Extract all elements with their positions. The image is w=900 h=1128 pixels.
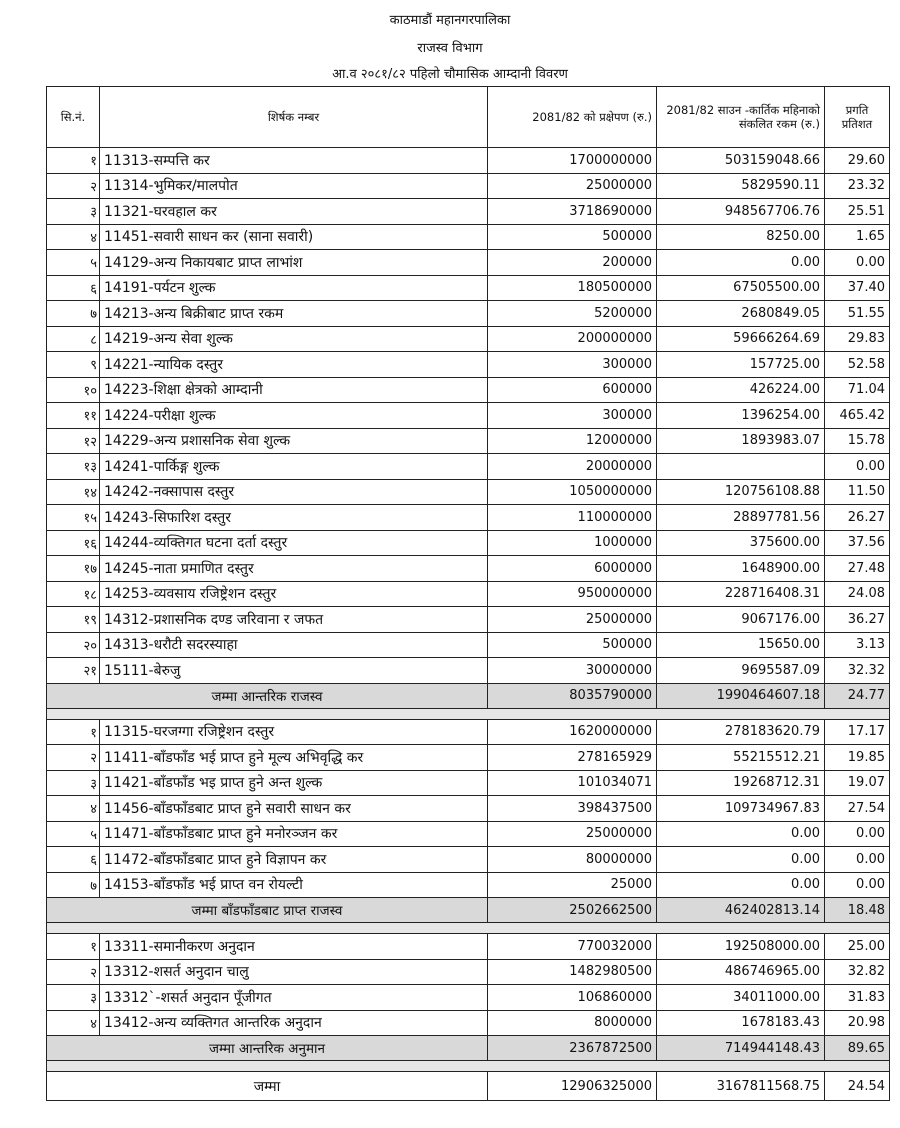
row-head: 11321-घरवहाल कर [100,199,488,225]
subtotal-projection: 8035790000 [488,683,657,708]
row-progress: 0.00 [825,872,890,898]
table-row [47,505,890,531]
subtotal-progress: 18.48 [825,898,890,923]
row-sn: २० [47,632,100,658]
row-progress: 71.04 [825,377,890,403]
row-projection: 200000000 [488,326,657,352]
table-row [47,530,890,556]
row-sn: १० [47,377,100,403]
row-progress: 26.27 [825,505,890,531]
table-row [47,199,890,225]
table-row [47,352,890,378]
subtotal-progress: 24.77 [825,683,890,708]
org-title: काठमाडौं महानगरपालिका [389,13,511,28]
row-projection: 25000 [488,872,657,898]
row-sn: १ [47,719,100,745]
row-progress: 25.00 [825,934,890,960]
row-head: 14223-शिक्षा क्षेत्रको आम्दानी [100,377,488,403]
row-progress: 0.00 [825,250,890,276]
row-progress: 32.82 [825,959,890,985]
row-projection: 25000000 [488,607,657,633]
table-row [47,275,890,301]
row-collected: 2680849.05 [657,301,825,327]
row-projection: 8000000 [488,1010,657,1036]
row-progress: 0.00 [825,821,890,847]
section-divider [47,923,890,934]
row-sn: ३ [47,199,100,225]
table-row [47,428,890,454]
row-progress: 36.27 [825,607,890,633]
row-head: 11451-सवारी साधन कर (साना सवारी) [100,224,488,250]
row-collected: 67505500.00 [657,275,825,301]
row-projection: 3718690000 [488,199,657,225]
row-head: 14213-अन्य बिक्रीबाट प्राप्त रकम [100,301,488,327]
col-header-collected: 2081/82 साउन -कार्तिक महिनाको संकलित रकम (रु.) [657,87,825,148]
row-collected: 0.00 [657,821,825,847]
row-sn: १७ [47,556,100,582]
grand-total-collected: 3167811568.75 [657,1072,825,1101]
section-divider-cell [47,1061,890,1072]
row-sn: ४ [47,1010,100,1036]
row-projection: 1050000000 [488,479,657,505]
row-collected: 0.00 [657,250,825,276]
row-sn: ७ [47,301,100,327]
row-projection: 300000 [488,403,657,429]
section-divider [47,708,890,719]
table-row [47,872,890,898]
row-sn: २ [47,959,100,985]
grand-total-label: जम्मा [47,1072,488,1101]
row-sn: १९ [47,607,100,633]
row-progress: 15.78 [825,428,890,454]
row-head: 11456-बाँडफाँडबाट प्राप्त हुने सवारी साधन कर [100,796,488,822]
table-row [47,821,890,847]
row-collected: 55215512.21 [657,745,825,771]
row-projection: 200000 [488,250,657,276]
table-row [47,985,890,1011]
row-progress: 25.51 [825,199,890,225]
table-row [47,658,890,684]
revenue-table [46,86,890,1101]
row-collected: 486746965.00 [657,959,825,985]
col-header-projection: 2081/82 को प्रक्षेपण (रु.) [488,87,657,148]
row-collected: 0.00 [657,847,825,873]
row-collected: 503159048.66 [657,148,825,174]
row-progress: 0.00 [825,454,890,480]
table-row [47,796,890,822]
row-head: 14221-न्यायिक दस्तुर [100,352,488,378]
row-projection: 25000000 [488,173,657,199]
table-row [47,377,890,403]
row-progress: 51.55 [825,301,890,327]
row-progress: 52.58 [825,352,890,378]
row-collected: 5829590.11 [657,173,825,199]
row-head: 14191-पर्यटन शुल्क [100,275,488,301]
row-sn: १ [47,148,100,174]
grand-total-row [47,1072,890,1101]
department-title: राजस्व विभाग [417,41,483,56]
subtotal-label: जम्मा बाँडफाँडबाट प्राप्त राजस्व [47,898,488,923]
row-collected: 1648900.00 [657,556,825,582]
row-progress: 1.65 [825,224,890,250]
row-collected [657,454,825,480]
row-head: 14243-सिफारिश दस्तुर [100,505,488,531]
row-head: 14313-धरौटी सदरस्याहा [100,632,488,658]
row-sn: ४ [47,224,100,250]
row-head: 14244-व्यक्तिगत घटना दर्ता दस्तुर [100,530,488,556]
table-row [47,326,890,352]
row-collected: 9067176.00 [657,607,825,633]
row-head: 13312-शसर्त अनुदान चालु [100,959,488,985]
row-head: 14129-अन्य निकायबाट प्राप्त लाभांश [100,250,488,276]
row-head: 11472-बाँडफाँडबाट प्राप्त हुने विज्ञापन कर [100,847,488,873]
table-row [47,173,890,199]
row-progress: 11.50 [825,479,890,505]
row-projection: 80000000 [488,847,657,873]
table-row [47,719,890,745]
subtotal-label: जम्मा आन्तरिक राजस्व [47,683,488,708]
col-header-head: शिर्षक नम्बर [100,87,488,148]
row-projection: 1000000 [488,530,657,556]
row-head: 14253-व्यवसाय रजिष्ट्रेशन दस्तुर [100,581,488,607]
subtotal-row [47,898,890,923]
row-projection: 770032000 [488,934,657,960]
row-collected: 948567706.76 [657,199,825,225]
row-collected: 192508000.00 [657,934,825,960]
row-projection: 500000 [488,632,657,658]
row-sn: ६ [47,847,100,873]
row-sn: ११ [47,403,100,429]
subtotal-row [47,1036,890,1061]
row-projection: 180500000 [488,275,657,301]
table-row [47,745,890,771]
row-projection: 6000000 [488,556,657,582]
row-progress: 465.42 [825,403,890,429]
row-progress: 17.17 [825,719,890,745]
row-sn: १३ [47,454,100,480]
row-progress: 29.83 [825,326,890,352]
row-projection: 950000000 [488,581,657,607]
table-row [47,301,890,327]
row-sn: २१ [47,658,100,684]
row-progress: 31.83 [825,985,890,1011]
row-projection: 398437500 [488,796,657,822]
table-row [47,454,890,480]
row-head: 11314-भुमिकर/मालपोत [100,173,488,199]
row-sn: १६ [47,530,100,556]
table-header-row [47,87,890,148]
row-sn: ३ [47,770,100,796]
row-head: 11313-सम्पत्ति कर [100,148,488,174]
subtotal-row [47,683,890,708]
row-progress: 19.07 [825,770,890,796]
section-divider-cell [47,923,890,934]
row-head: 14219-अन्य सेवा शुल्क [100,326,488,352]
row-progress: 27.48 [825,556,890,582]
row-projection: 1620000000 [488,719,657,745]
row-sn: २ [47,745,100,771]
row-collected: 1893983.07 [657,428,825,454]
subtotal-projection: 2502662500 [488,898,657,923]
grand-total-projection: 12906325000 [488,1072,657,1101]
row-sn: ७ [47,872,100,898]
row-collected: 228716408.31 [657,581,825,607]
section-divider [47,1061,890,1072]
subtotal-collected: 714944148.43 [657,1036,825,1061]
row-collected: 109734967.83 [657,796,825,822]
row-head: 14229-अन्य प्रशासनिक सेवा शुल्क [100,428,488,454]
table-row [47,770,890,796]
row-collected: 157725.00 [657,352,825,378]
row-projection: 278165929 [488,745,657,771]
row-progress: 37.56 [825,530,890,556]
row-head: 14153-बाँडफाँड भई प्राप्त वन रोयल्टी [100,872,488,898]
row-projection: 5200000 [488,301,657,327]
table-body [47,148,890,1101]
row-sn: १५ [47,505,100,531]
row-projection: 12000000 [488,428,657,454]
row-progress: 23.32 [825,173,890,199]
table-row [47,148,890,174]
row-projection: 600000 [488,377,657,403]
grand-total-progress: 24.54 [825,1072,890,1101]
row-head: 13312`-शसर्त अनुदान पूँजीगत [100,985,488,1011]
row-projection: 106860000 [488,985,657,1011]
row-head: 13311-समानीकरण अनुदान [100,934,488,960]
row-sn: १२ [47,428,100,454]
table-row [47,607,890,633]
row-head: 14224-परीक्षा शुल्क [100,403,488,429]
row-projection: 300000 [488,352,657,378]
row-head: 11421-बाँडफाँड भइ प्राप्त हुने अन्त शुल्क [100,770,488,796]
row-sn: ८ [47,326,100,352]
row-projection: 20000000 [488,454,657,480]
row-projection: 110000000 [488,505,657,531]
col-header-sn: सि.नं. [47,87,100,148]
row-sn: ४ [47,796,100,822]
subtotal-projection: 2367872500 [488,1036,657,1061]
row-collected: 9695587.09 [657,658,825,684]
subtotal-collected: 462402813.14 [657,898,825,923]
row-collected: 34011000.00 [657,985,825,1011]
table-row [47,479,890,505]
row-progress: 3.13 [825,632,890,658]
row-head: 14312-प्रशासनिक दण्ड जरिवाना र जफत [100,607,488,633]
row-collected: 278183620.79 [657,719,825,745]
table-row [47,934,890,960]
row-collected: 1678183.43 [657,1010,825,1036]
row-head: 14241-पार्किङ्ग शुल्क [100,454,488,480]
row-head: 14245-नाता प्रमाणित दस्तुर [100,556,488,582]
row-projection: 500000 [488,224,657,250]
table-row [47,1010,890,1036]
row-sn: २ [47,173,100,199]
row-sn: ६ [47,275,100,301]
table-row [47,224,890,250]
section-divider-cell [47,708,890,719]
row-progress: 32.32 [825,658,890,684]
subtotal-progress: 89.65 [825,1036,890,1061]
row-projection: 1482980500 [488,959,657,985]
row-collected: 19268712.31 [657,770,825,796]
row-projection: 30000000 [488,658,657,684]
row-sn: ५ [47,821,100,847]
row-sn: ५ [47,250,100,276]
row-collected: 59666264.69 [657,326,825,352]
row-head: 14242-नक्सापास दस्तुर [100,479,488,505]
row-progress: 37.40 [825,275,890,301]
row-collected: 426224.00 [657,377,825,403]
table-row [47,403,890,429]
table-row [47,847,890,873]
row-head: 11471-बाँडफाँडबाट प्राप्त हुने मनोरञ्जन कर [100,821,488,847]
report-title: आ.व २०८१/८२ पहिलो चौमासिक आम्दानी विवरण [332,67,568,82]
row-sn: ३ [47,985,100,1011]
row-sn: १ [47,934,100,960]
row-progress: 20.98 [825,1010,890,1036]
table-row [47,959,890,985]
row-progress: 24.08 [825,581,890,607]
row-head: 11411-बाँडफाँड भई प्राप्त हुने मूल्य अभिवृद्धि कर [100,745,488,771]
row-projection: 1700000000 [488,148,657,174]
row-sn: १८ [47,581,100,607]
row-collected: 28897781.56 [657,505,825,531]
row-collected: 15650.00 [657,632,825,658]
subtotal-label: जम्मा आन्तरिक अनुमान [47,1036,488,1061]
row-collected: 1396254.00 [657,403,825,429]
row-sn: ९ [47,352,100,378]
table-row [47,632,890,658]
table-row [47,250,890,276]
row-sn: १४ [47,479,100,505]
row-collected: 120756108.88 [657,479,825,505]
row-head: 13412-अन्य व्यक्तिगत आन्तरिक अनुदान [100,1010,488,1036]
row-projection: 25000000 [488,821,657,847]
row-head: 15111-बेरुजु [100,658,488,684]
col-header-progress: प्रगति प्रतिशत [825,87,890,148]
table-row [47,581,890,607]
row-projection: 101034071 [488,770,657,796]
subtotal-collected: 1990464607.18 [657,683,825,708]
row-collected: 8250.00 [657,224,825,250]
row-head: 11315-घरजग्गा रजिष्ट्रेशन दस्तुर [100,719,488,745]
row-collected: 0.00 [657,872,825,898]
row-progress: 0.00 [825,847,890,873]
row-progress: 19.85 [825,745,890,771]
row-progress: 27.54 [825,796,890,822]
table-row [47,556,890,582]
row-progress: 29.60 [825,148,890,174]
row-collected: 375600.00 [657,530,825,556]
